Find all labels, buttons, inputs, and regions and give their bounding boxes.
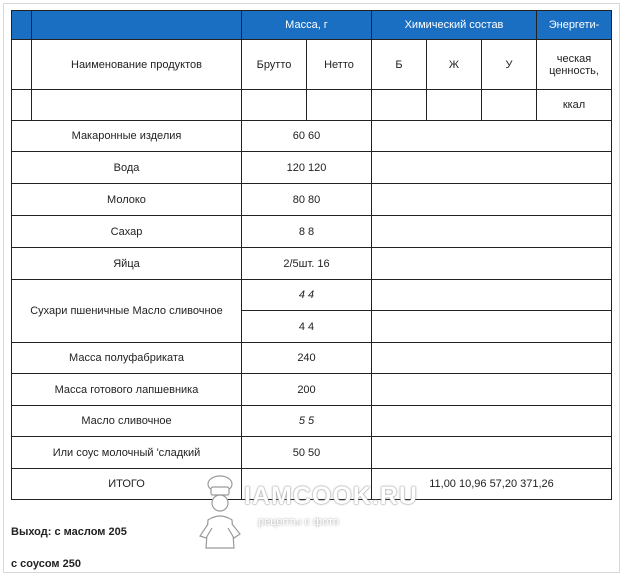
- product-name-cell: Молоко: [12, 184, 242, 216]
- table-row: [12, 406, 612, 437]
- product-name-cell: Яйца: [12, 248, 242, 280]
- watermark: [196, 472, 436, 552]
- empty-cell: [242, 90, 307, 121]
- header-row-3: [12, 90, 612, 121]
- fat-header: Ж: [427, 40, 482, 90]
- header-row-1: [12, 11, 612, 40]
- mass-cell: 240: [242, 343, 372, 374]
- energy-header-line3: ккал: [537, 90, 612, 121]
- header-row-2: [12, 40, 612, 90]
- chem-cell: [372, 437, 612, 469]
- mass-cell: 4 4: [242, 280, 372, 311]
- carbs-header: У: [482, 40, 537, 90]
- chem-cell: [372, 121, 612, 152]
- mass-cell: 80 80: [242, 184, 372, 216]
- table-row: [12, 121, 612, 152]
- energy-header-line2: ческая ценность,: [537, 40, 612, 90]
- netto-header: Нетто: [307, 40, 372, 90]
- product-name-cell: Масса полуфабриката: [12, 343, 242, 374]
- header-corner-cell: [12, 11, 32, 40]
- chem-cell: [372, 406, 612, 437]
- mass-cell: 200: [242, 374, 372, 406]
- table-row: [12, 343, 612, 374]
- chem-cell: [372, 152, 612, 184]
- mass-cell: 50 50: [242, 437, 372, 469]
- chem-cell: [372, 311, 612, 343]
- empty-cell: [482, 90, 537, 121]
- chem-cell: [372, 184, 612, 216]
- product-name-cell: Макаронные изделия: [12, 121, 242, 152]
- empty-cell: [307, 90, 372, 121]
- mass-cell: 8 8: [242, 216, 372, 248]
- yield-sauce-note: с соусом 250: [11, 558, 81, 570]
- table-row: [12, 437, 612, 469]
- watermark-tagline: рецепты с фото: [258, 516, 340, 528]
- brutto-header: Брутто: [242, 40, 307, 90]
- empty-cell: [32, 90, 242, 121]
- table-row: [12, 280, 612, 311]
- product-name-cell: Масло сливочное: [12, 406, 242, 437]
- mass-group-header: Масса, г: [242, 11, 372, 40]
- yield-butter-note: Выход: с маслом 205: [11, 526, 127, 538]
- empty-cell: [427, 90, 482, 121]
- chem-cell: [372, 280, 612, 311]
- product-name-header: Наименование продуктов: [32, 40, 242, 90]
- header-index-cell: [12, 40, 32, 90]
- watermark-brand: IAMCOOK.RU: [244, 482, 418, 510]
- chem-cell: [372, 343, 612, 374]
- mass-cell: 2/5шт. 16: [242, 248, 372, 280]
- product-name-cell: Вода: [12, 152, 242, 184]
- total-chem-cell: 11,00 10,96 57,20 371,26: [372, 469, 612, 500]
- chem-cell: [372, 374, 612, 406]
- product-name-cell: Или соус молочный 'сладкий: [12, 437, 242, 469]
- recipe-table: [11, 10, 612, 500]
- chem-cell: [372, 248, 612, 280]
- chem-group-header: Химический состав: [372, 11, 537, 40]
- table-row: [12, 184, 612, 216]
- header-blank-cell: [32, 11, 242, 40]
- energy-header-line1: Энергети-: [537, 11, 612, 40]
- empty-cell: [372, 90, 427, 121]
- total-label-cell: ИТОГО: [12, 469, 242, 500]
- protein-header: Б: [372, 40, 427, 90]
- mass-cell: 4 4: [242, 311, 372, 343]
- chem-cell: [372, 216, 612, 248]
- mass-cell: 5 5: [242, 406, 372, 437]
- product-name-cell: Масса готового лапшевника: [12, 374, 242, 406]
- product-name-cell: Сахар: [12, 216, 242, 248]
- chef-icon: [198, 474, 242, 550]
- mass-cell: 120 120: [242, 152, 372, 184]
- mass-cell: 60 60: [242, 121, 372, 152]
- product-name-cell: Сухари пшеничные Масло сливочное: [12, 280, 242, 343]
- table-row: [12, 248, 612, 280]
- empty-cell: [12, 90, 32, 121]
- table-row: [12, 216, 612, 248]
- table-row: [12, 374, 612, 406]
- table-row: [12, 152, 612, 184]
